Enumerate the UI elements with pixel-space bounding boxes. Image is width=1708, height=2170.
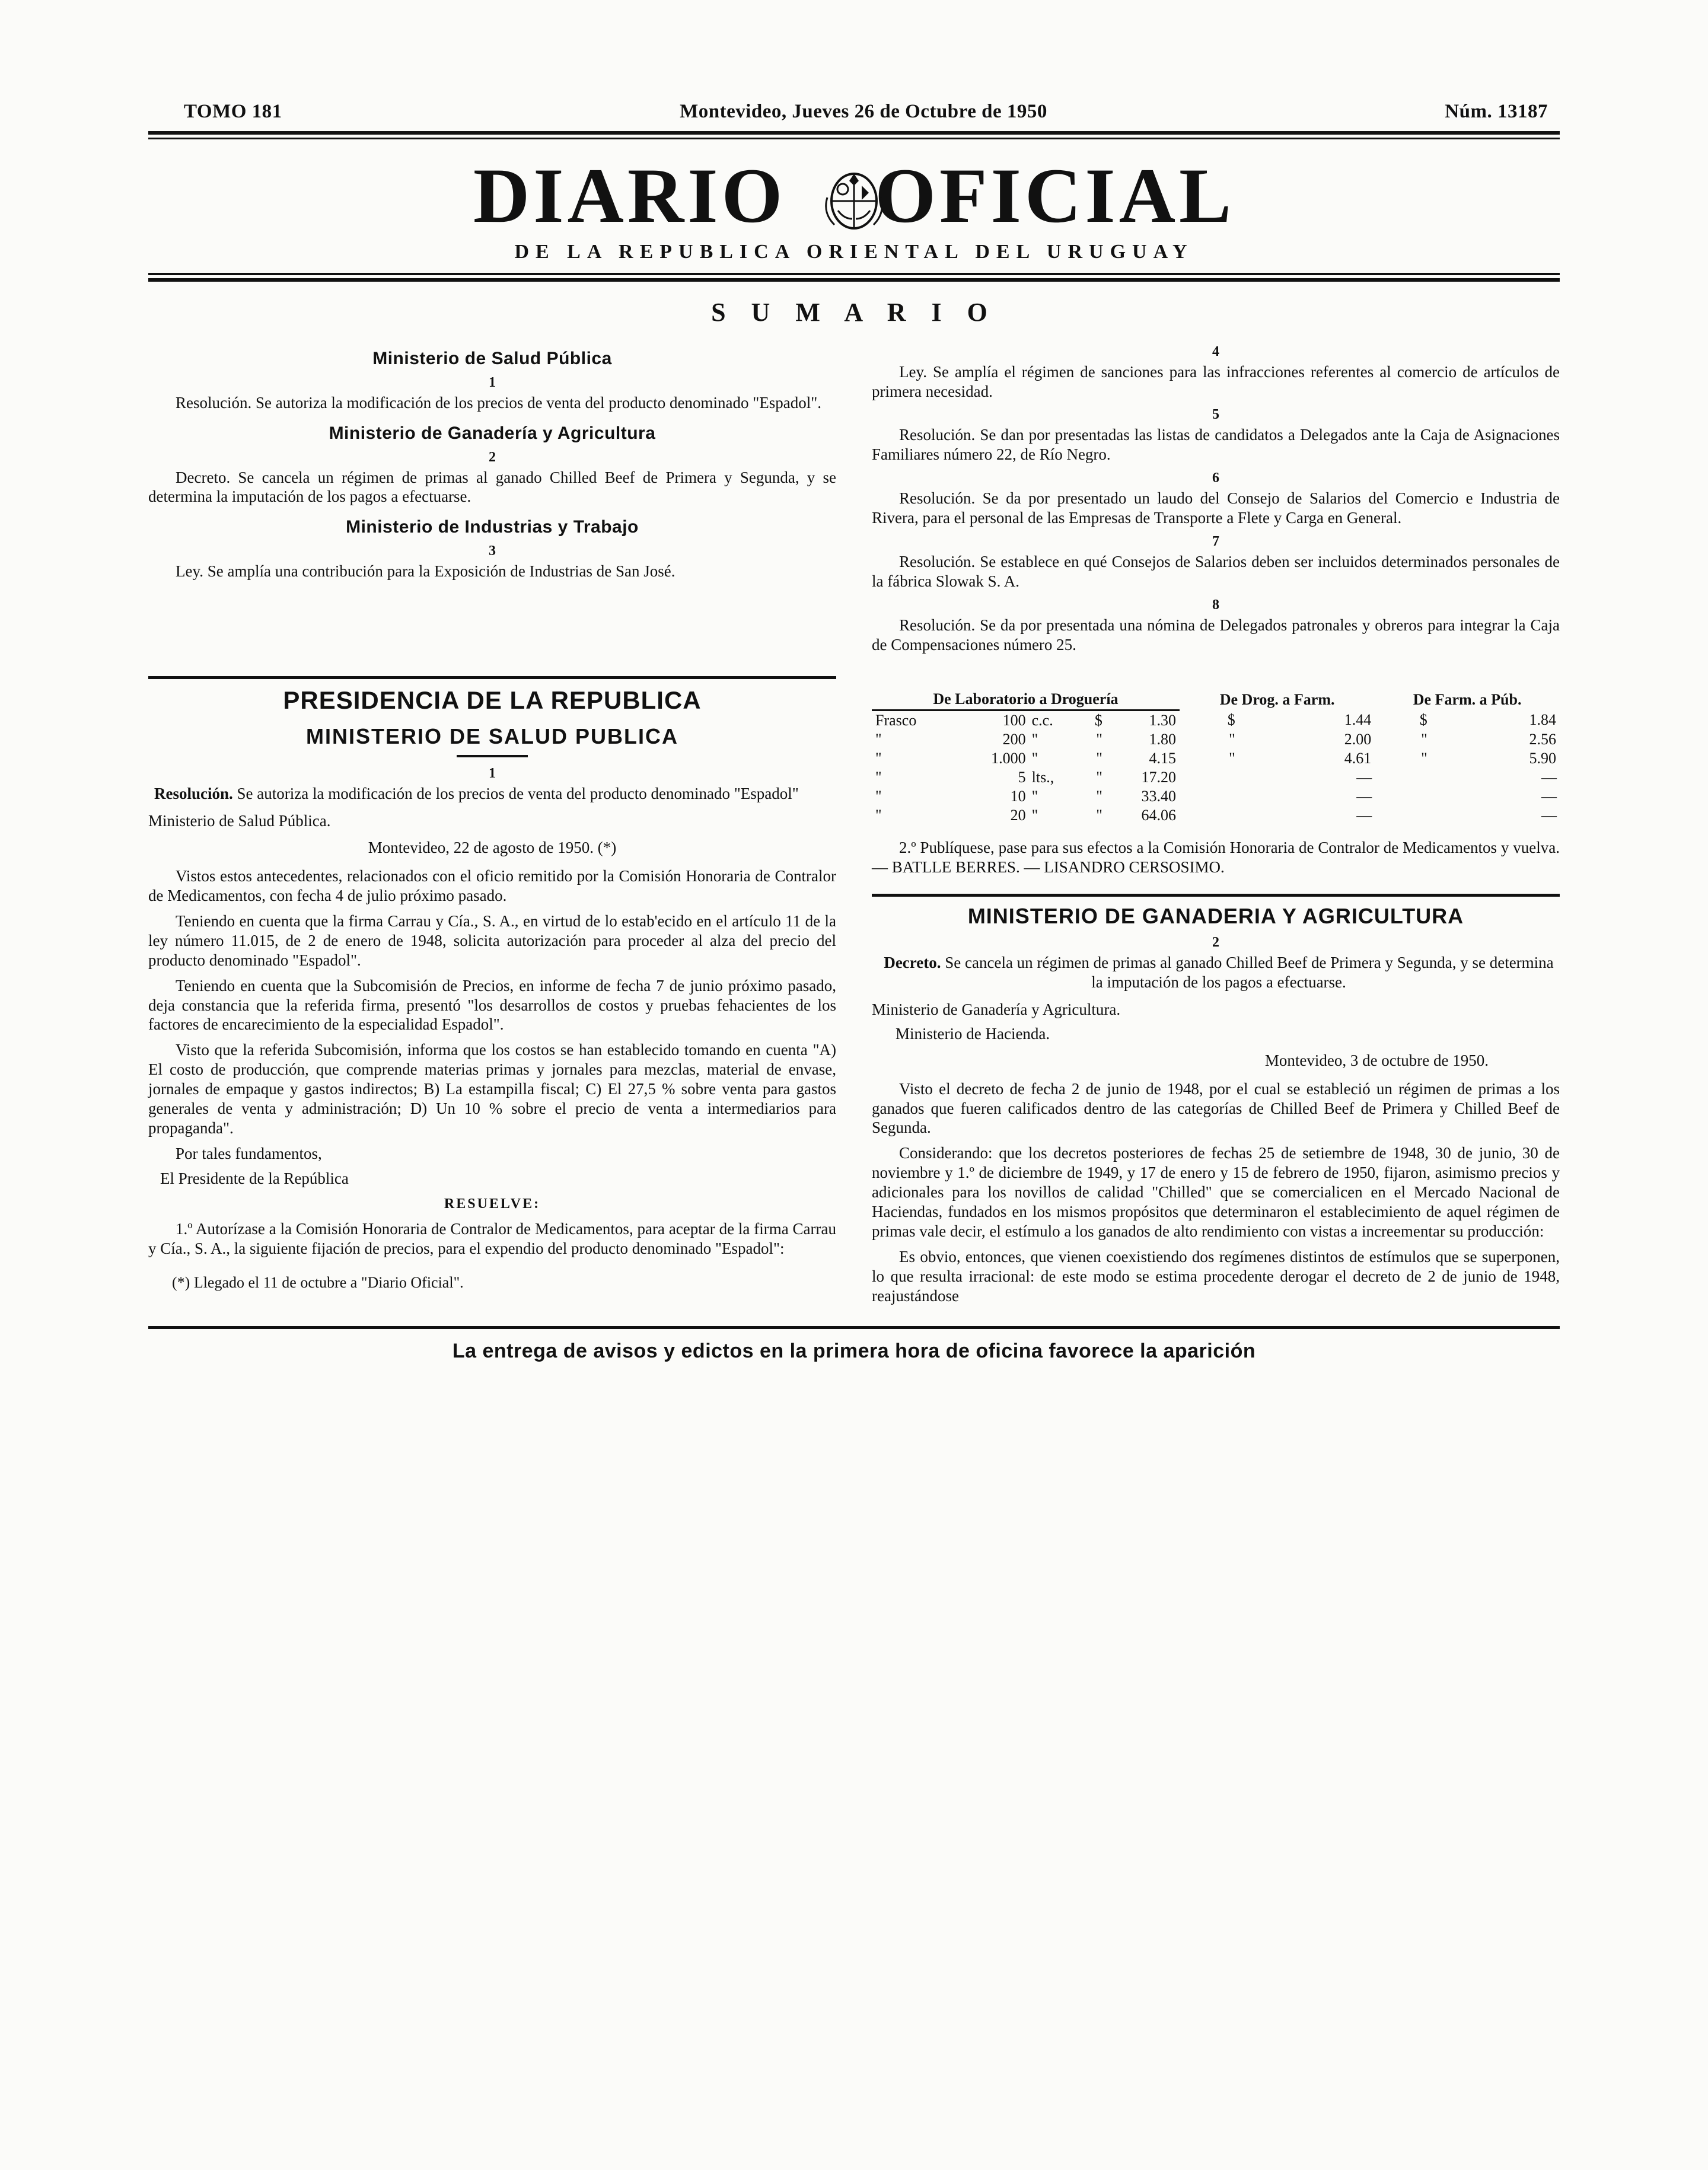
- masthead-bottom-rule: [148, 273, 1560, 282]
- right-column-spacer: [872, 676, 1560, 682]
- sumario-item-text: Decreto. Se cancela un régimen de primas al ganado Chilled Beef de Primera y Segunda, y se determina la imputación de los pagos a efectuarse.: [148, 468, 836, 506]
- article-title: [872, 953, 1560, 992]
- article-paragraph: Es obvio, entonces, que vienen coexistiendo dos regímenes distintos de estímulos que se superponen, lo que resulta irracional: de este modo se estima procedente derogar el decreto de 2 de junio de 1948, reajustándose: [872, 1248, 1560, 1305]
- price-row-qty: 10: [1010, 787, 1026, 805]
- resuelve-label: RESUELVE:: [444, 1196, 541, 1212]
- article-paragraph: Vistos estos antecedentes, relacionados con el oficio remitido por la Comisión Honoraria de Contralor de Medicamentos, con fecha 4 de julio próximo pasado.: [148, 866, 836, 904]
- price-row-drog-value: 1.44: [1344, 711, 1372, 729]
- price-row-drog-dash: —: [1356, 806, 1372, 824]
- price-row-farm-dash: —: [1541, 787, 1556, 805]
- price-row-drog-symbol: ": [1229, 749, 1235, 767]
- sumario-item-text: Resolución. Se dan por presentadas las listas de candidatos a Delegados ante la Caja de Asignaciones Familiares número 22, de Río Negro.: [872, 426, 1560, 464]
- sumario-item-text: Ley. Se amplía una contribución para la Exposición de Industrias de San José.: [176, 562, 675, 581]
- price-row-lab-value: 4.15: [1149, 749, 1176, 767]
- issue-date: Montevideo, Jueves 26 de Octubre de 1950: [680, 101, 1047, 122]
- article-paragraph: Por tales fundamentos,: [176, 1145, 322, 1163]
- sumario-item-number: 6: [1212, 470, 1219, 486]
- price-row-qty: 100: [1002, 711, 1026, 729]
- footer-notice: La entrega de avisos y edictos en la primera hora de oficina favorece la aparición: [452, 1339, 1256, 1362]
- body-left-column: [148, 676, 836, 1312]
- sumario-item-text: Resolución. Se da por presentada una nómina de Delegados patronales y obreros para integrar la Caja de Compensaciones número 25.: [872, 616, 1560, 654]
- coat-of-arms-icon: [819, 160, 889, 235]
- price-row-lab-symbol: ": [1096, 806, 1102, 824]
- paper-title-left: DIARIO: [473, 152, 786, 239]
- price-row-drog-dash: —: [1356, 787, 1372, 805]
- price-row-drog-dash: —: [1356, 768, 1372, 786]
- price-row-lab-value: 1.30: [1149, 711, 1176, 729]
- article-number: 1: [489, 765, 496, 781]
- price-table-header-lab: De Laboratorio a Droguería: [872, 689, 1180, 710]
- article-title-text: Se autoriza la modificación de los precios de venta del producto denominado "Espadol": [237, 784, 799, 802]
- price-row-qty: 200: [1002, 730, 1026, 748]
- price-table-header-farm: De Farm. a Púb.: [1413, 691, 1522, 709]
- signatory-line: El Presidente de la República: [160, 1170, 349, 1188]
- price-row-farm-dash: —: [1541, 806, 1556, 824]
- sumario-item-text: Ley. Se amplía el régimen de sanciones para las infracciones referentes al comercio de artículos de primera necesidad.: [872, 362, 1560, 400]
- price-row-label: ": [875, 787, 882, 805]
- price-row-lab-symbol: ": [1096, 787, 1102, 805]
- price-row-lab-value: 1.80: [1149, 730, 1176, 748]
- price-row-unit: ": [1031, 749, 1038, 767]
- issuing-office: Ministerio de Salud Pública.: [148, 811, 331, 830]
- newspaper-sheet: [148, 101, 1560, 1363]
- sumario-item-number: 5: [1212, 407, 1219, 423]
- price-row-label: ": [875, 768, 882, 786]
- price-row-label: ": [875, 730, 882, 748]
- article-title: [148, 784, 836, 804]
- price-row-label: Frasco: [875, 711, 917, 729]
- body-columns: [148, 676, 1560, 1312]
- article-paragraph: Considerando: que los decretos posteriores de fechas 25 de setiembre de 1948, 30 de junio, 30 de noviembre y 1.º de diciembre de 1949, y 17 de enero y 15 de febrero de 1950, fijaron, asimismo precios y adicionales para los novillos de calidad "Chilled" que se comercialicen en el Mercado Nacional de Haciendas, fundados en los mismos propósitos que determinaron el establecimiento de aquel régimen de primas vale decir, el estímulo a los ganados de alto rendimiento con vistas a increementar su producción:: [872, 1144, 1560, 1241]
- price-row-lab-symbol: ": [1096, 749, 1102, 767]
- price-row-lab-value: 64.06: [1141, 806, 1176, 824]
- sumario-item-text: Resolución. Se establece en qué Consejos de Salarios deben ser incluidos determinados personales de la fábrica Slowak S. A.: [872, 553, 1560, 591]
- price-row-lab-symbol: ": [1096, 768, 1102, 786]
- price-row-farm-value: 2.56: [1529, 730, 1556, 748]
- body-right-column: [872, 676, 1560, 1312]
- sumario-columns: [148, 338, 1560, 661]
- ministerio-salud-heading: MINISTERIO DE SALUD PUBLICA: [305, 724, 678, 748]
- article-number: 2: [1212, 934, 1219, 950]
- price-table-header-drog: De Drog. a Farm.: [1219, 691, 1335, 709]
- price-row-farm-symbol: ": [1421, 730, 1427, 748]
- resuelve-paragraph: 1.º Autorízase a la Comisión Honoraria de Contralor de Medicamentos, para aceptar de la firma Carrau y Cía., S. A., la siguiente fijación de precios, para el expendio del producto denominado "Espadol":: [148, 1220, 836, 1257]
- sumario-left-column: [148, 338, 836, 661]
- issuing-office-secondary: Ministerio de Hacienda.: [896, 1024, 1050, 1043]
- masthead-topline: [148, 101, 1560, 123]
- price-table-row: [872, 749, 1560, 768]
- masthead-top-rule: [148, 131, 1560, 139]
- sumario-section-heading: Ministerio de Salud Pública: [372, 348, 612, 368]
- price-row-unit: ": [1031, 806, 1038, 824]
- article-title-lead: Decreto.: [884, 953, 941, 971]
- sumario-section-heading: Ministerio de Industrias y Trabajo: [346, 517, 639, 537]
- sumario-heading: S U M A R I O: [711, 297, 997, 327]
- price-row-drog-symbol: $: [1227, 711, 1235, 729]
- price-row-drog-value: 4.61: [1344, 749, 1372, 767]
- price-row-farm-symbol: ": [1421, 749, 1427, 767]
- price-row-unit: ": [1031, 787, 1038, 805]
- sumario-item-text: Resolución. Se da por presentado un laudo del Consejo de Salarios del Comercio e Industria de Rivera, para el personal de las Empresas de Transporte a Flete y Carga en General.: [872, 489, 1560, 527]
- price-row-farm-value: 5.90: [1529, 749, 1556, 767]
- section-divider: [457, 755, 528, 757]
- price-row-lab-value: 17.20: [1141, 768, 1176, 786]
- price-row-qty: 1.000: [991, 749, 1026, 767]
- footer-rule: [148, 1326, 1560, 1329]
- left-column-top-rule: [148, 676, 836, 679]
- price-table-row: [872, 730, 1560, 749]
- price-table-header-row: [872, 689, 1560, 710]
- price-row-lab-symbol: ": [1096, 730, 1102, 748]
- price-row-label: ": [875, 749, 882, 767]
- ministerio-ganaderia-banner: MINISTERIO DE GANADERIA Y AGRICULTURA: [967, 903, 1464, 928]
- sumario-item-number: 4: [1212, 343, 1219, 359]
- price-row-label: ": [875, 806, 882, 824]
- price-row-lab-value: 33.40: [1141, 787, 1176, 805]
- price-row-farm-dash: —: [1541, 768, 1556, 786]
- sumario-item-number: 1: [489, 374, 496, 390]
- article-dateline: Montevideo, 3 de octubre de 1950.: [1264, 1051, 1489, 1069]
- footnote: (*) Llegado el 11 de octubre a "Diario Oficial".: [172, 1273, 464, 1291]
- price-row-qty: 5: [1018, 768, 1026, 786]
- masthead-title: [148, 139, 1560, 267]
- price-table-row: [872, 806, 1560, 825]
- ganaderia-top-rule: [872, 894, 1560, 897]
- issuing-office: Ministerio de Ganadería y Agricultura.: [872, 1000, 1121, 1018]
- article-dateline: Montevideo, 22 de agosto de 1950. (*): [368, 838, 617, 856]
- article-closing-paragraph: 2.º Publíquese, pase para sus efectos a la Comisión Honoraria de Contralor de Medicamentos y vuelva. — BATLLE BERRES. — LISANDRO CERSOSIMO.: [872, 838, 1560, 876]
- price-table: [872, 689, 1560, 825]
- article-paragraph: Visto el decreto de fecha 2 de junio de 1948, por el cual se estableció un régimen de primas a los ganados que fueren calificados dentro de las categorías de Chilled Beef de Primera y Chilled Beef de Segunda.: [872, 1079, 1560, 1137]
- paper-subtitle: DE LA REPUBLICA ORIENTAL DEL URUGUAY: [514, 240, 1194, 263]
- article-title-lead: Resolución.: [154, 784, 233, 802]
- sumario-item-number: 8: [1212, 597, 1219, 613]
- article-title-text: Se cancela un régimen de primas al ganado Chilled Beef de Primera y Segunda, y se determina la imputación de los pagos a efectuarse.: [945, 953, 1554, 991]
- article-paragraph: Teniendo en cuenta que la Subcomisión de Precios, en informe de fecha 7 de junio próximo pasado, deja constancia que la referida firma, presentó "los desarrollos de costos y pruebas fehacientes de los factores de encarecimiento de la especialidad Espadol".: [148, 976, 836, 1034]
- price-row-unit: ": [1031, 730, 1038, 748]
- price-row-drog-value: 2.00: [1344, 730, 1372, 748]
- presidencia-banner: PRESIDENCIA DE LA REPUBLICA: [283, 686, 702, 714]
- sumario-section-heading: Ministerio de Ganadería y Agricultura: [329, 423, 656, 443]
- article-paragraph: Teniendo en cuenta que la firma Carrau y Cía., S. A., en virtud de lo estab'ecido en el artículo 11 de la ley número 11.015, de 2 de enero de 1948, solicita autorización para proceder al alza del precio del producto denominado "Espadol".: [148, 912, 836, 969]
- price-table-row: [872, 710, 1560, 730]
- price-row-farm-value: 1.84: [1529, 711, 1556, 729]
- price-table-row: [872, 768, 1560, 787]
- issue-number: Núm. 13187: [1445, 101, 1548, 122]
- sumario-item-text: Resolución. Se autoriza la modificación de los precios de venta del producto denominado "Espadol".: [176, 393, 821, 412]
- price-row-lab-symbol: $: [1094, 711, 1102, 729]
- article-paragraph: Visto que la referida Subcomisión, informa que los costos se han establecido tomando en cuenta "A) El costo de producción, que comprende materias primas y jornales para mezclas, material de envase, jornales de empaque y gastos indirectos; B) La estampilla fiscal; C) El 27,5 % sobre venta para gastos generales de venta y administración; D) Un 10 % sobre el precio de venta a intermediarios para propaganda".: [148, 1041, 836, 1137]
- tomo-label: TOMO 181: [184, 101, 282, 122]
- sumario-item-number: 7: [1212, 534, 1219, 550]
- price-row-unit: c.c.: [1031, 711, 1053, 729]
- price-row-unit: lts.,: [1031, 768, 1054, 786]
- price-row-drog-symbol: ": [1229, 730, 1235, 748]
- sumario-item-number: 3: [489, 543, 496, 559]
- sumario-item-number: 2: [489, 449, 496, 465]
- price-table-row: [872, 787, 1560, 806]
- sumario-right-column: [872, 338, 1560, 661]
- price-row-farm-symbol: $: [1419, 711, 1427, 729]
- paper-title-right: OFICIAL: [875, 152, 1235, 239]
- price-row-qty: 20: [1010, 806, 1026, 824]
